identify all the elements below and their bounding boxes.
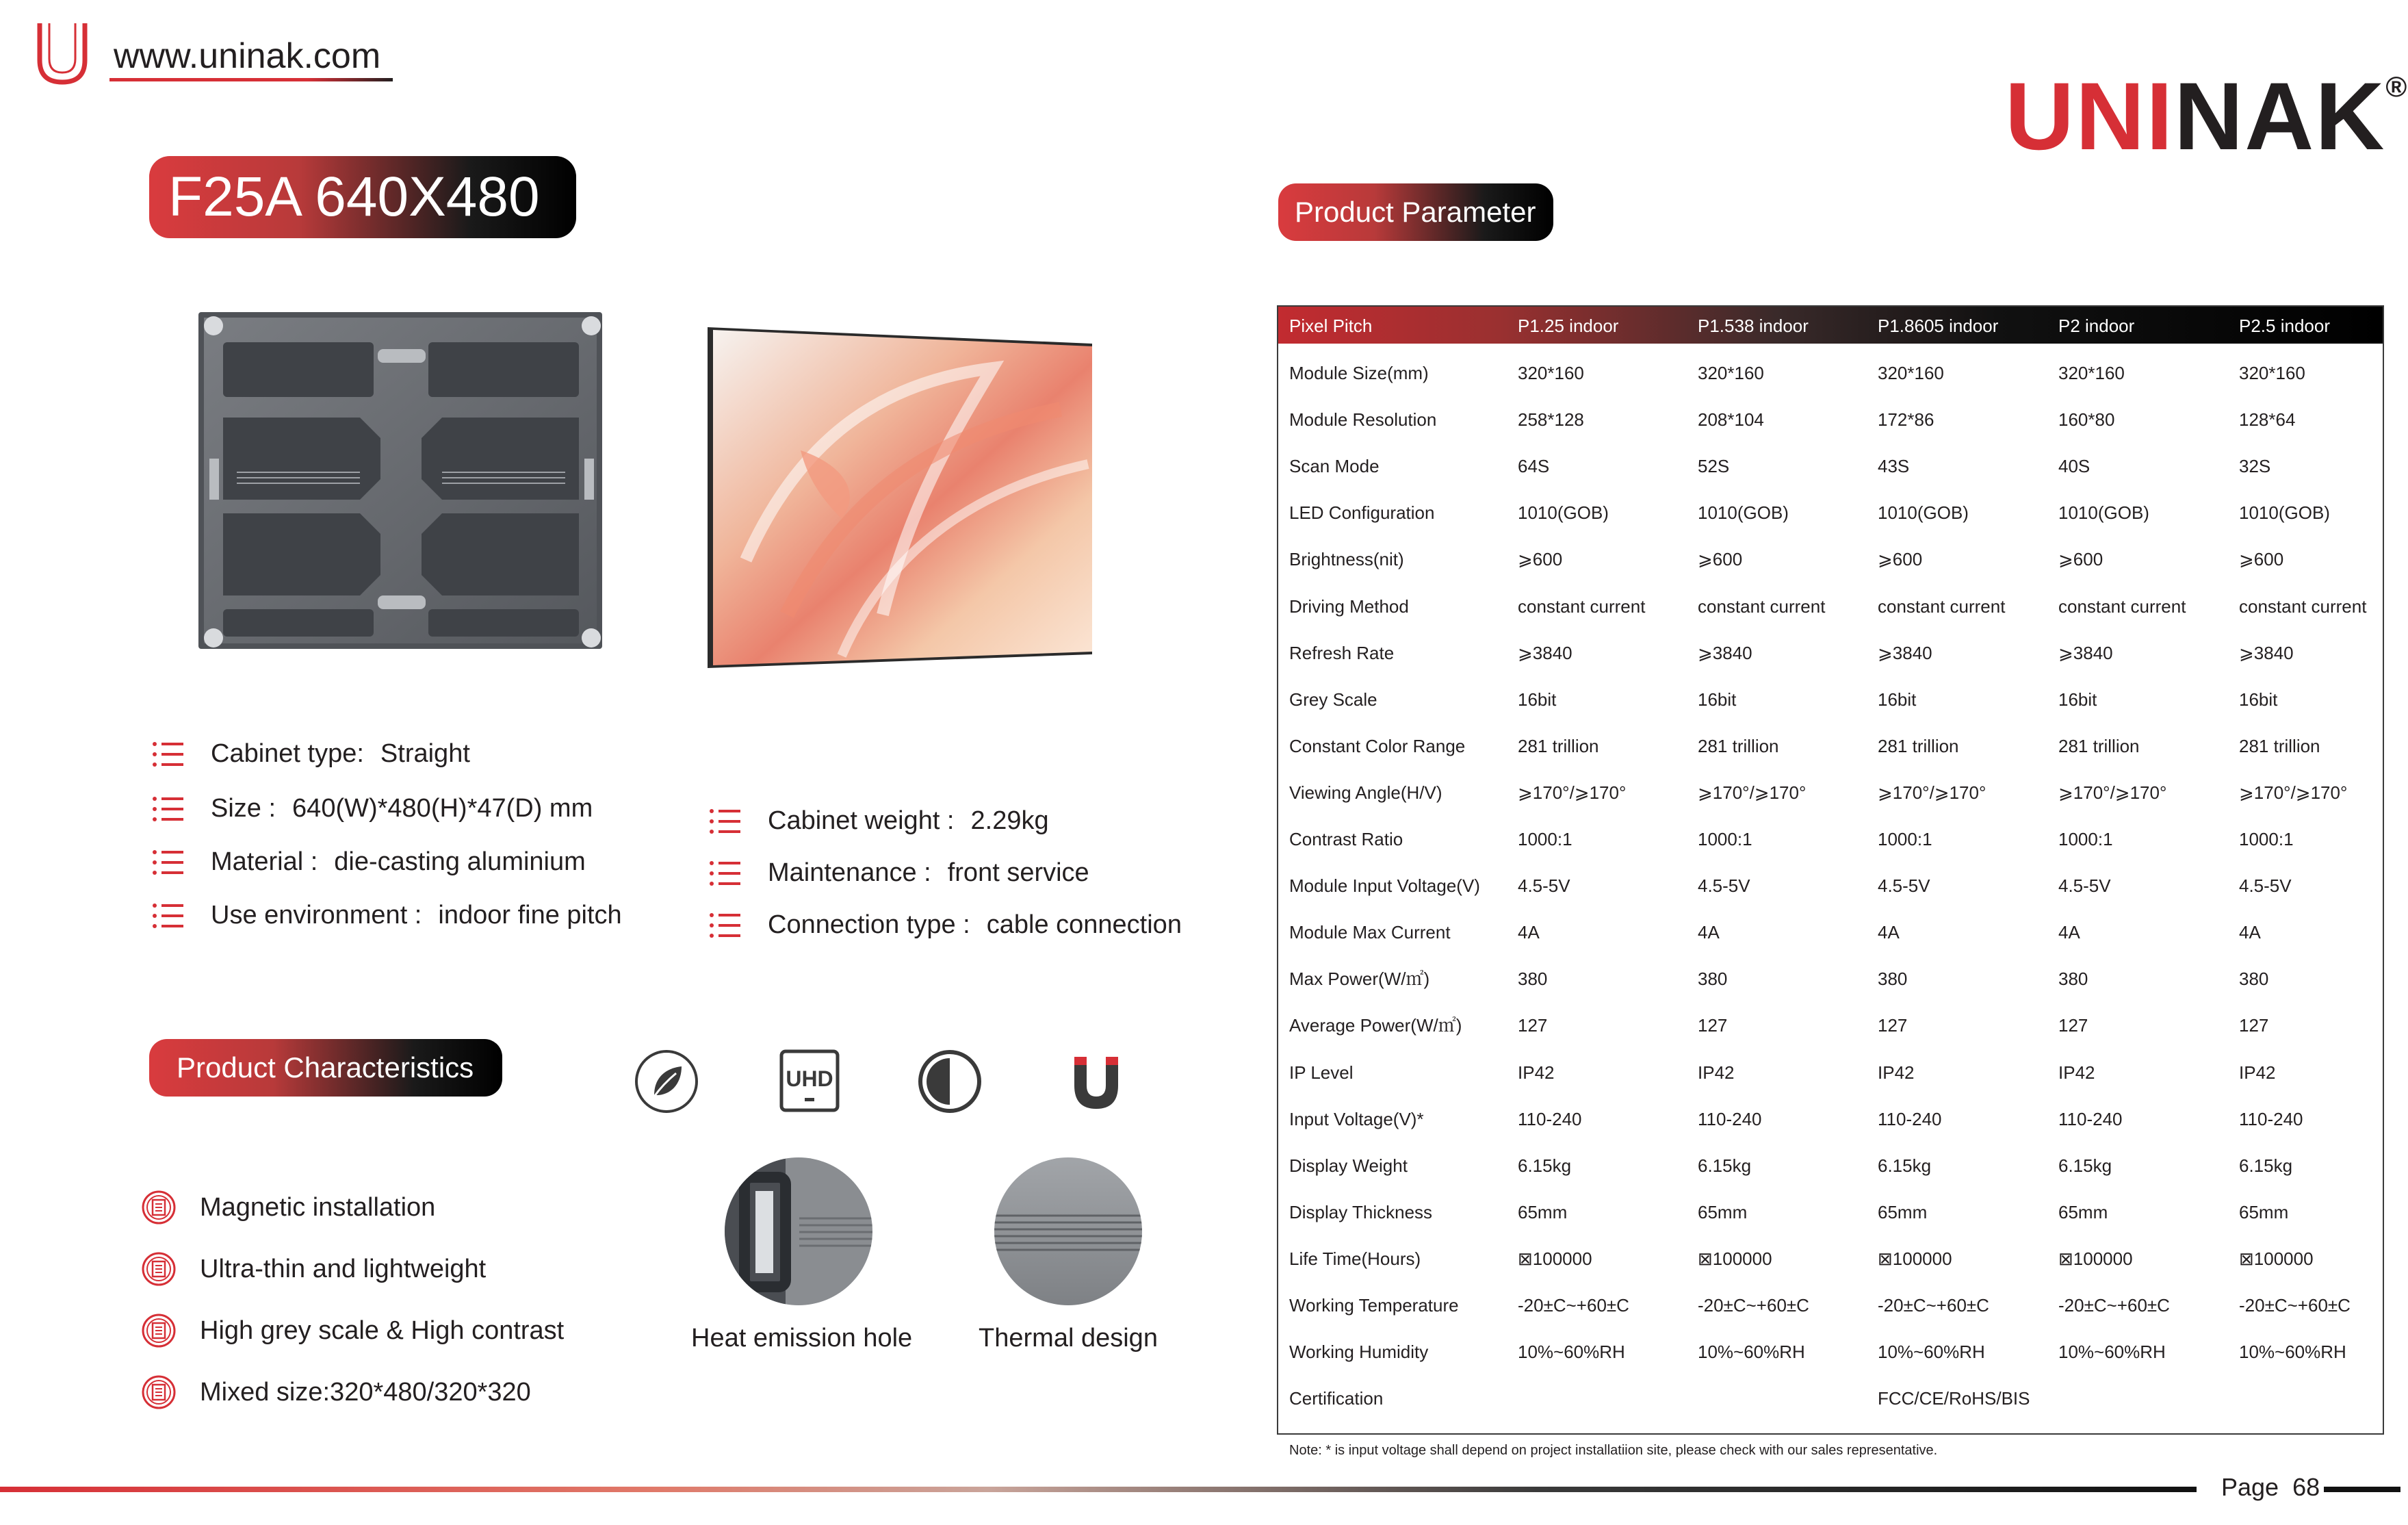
table-cell: 1000:1 [2058,829,2113,849]
table-cell: ⩾170°/⩾170° [1878,782,1986,803]
table-cell: 10%~60%RH [2058,1342,2166,1363]
table-header-cell: Pixel Pitch [1289,316,1373,336]
footer-line [0,1487,2197,1492]
table-cell: 16bit [1878,689,1917,710]
table-cell: 320*160 [2239,363,2305,383]
cabinet-back-image [196,308,609,656]
feature-icon [141,1374,177,1410]
spec-value: Straight [380,739,470,768]
feature-icon [141,1190,177,1225]
table-cell: 127 [1878,1015,1908,1036]
table-cell: 4.5-5V [2239,875,2292,897]
table-cell: 65mm [1698,1201,1748,1222]
table-cell: 10%~60%RH [1878,1342,1985,1363]
table-cell: 110-240 [1878,1108,1942,1129]
table-cell: 65mm [2058,1201,2108,1222]
list-icon [152,902,183,930]
spec-value: die-casting aluminium [334,847,586,876]
spec-size [152,794,593,823]
table-cell: 4.5-5V [1698,875,1750,897]
page-number [2221,1473,2320,1502]
magnet-icon [1069,1054,1124,1112]
table-cell: ⩾3840 [2239,642,2294,663]
table-cell: ⩾600 [2239,549,2284,570]
feature-item [141,1313,564,1348]
table-cell: 281 trillion [1698,735,1779,756]
table-cell: ⩾600 [1518,549,1563,570]
table-cell: 258*128 [1518,409,1584,431]
table-cell: 127 [1518,1015,1548,1036]
parameter-table-header [1278,307,2383,344]
table-row-label: LED Configuration [1289,502,1435,524]
feature-label: Mixed size:320*480/320*320 [200,1377,531,1407]
table-row-label: Module Resolution [1289,409,1437,431]
table-cell: -20±C~+60±C [2239,1295,2351,1316]
feature-icon [141,1251,177,1287]
table-cell: constant current [1518,595,1646,617]
table-cell: 320*160 [1698,363,1764,383]
table-cell: 40S [2058,456,2090,477]
table-cell: 1010(GOB) [2239,502,2330,524]
list-icon [709,860,740,887]
table-row-label: Module Input Voltage(V) [1289,875,1480,897]
table-cell: FCC/CE/RoHS/BIS [1878,1388,2030,1409]
table-cell: 1000:1 [1878,829,1932,849]
table-cell: ⩾600 [1878,549,1923,570]
table-cell: 4A [1518,922,1540,943]
spec-key: Use environment : [211,901,422,930]
table-cell: 6.15kg [1878,1155,1932,1176]
table-cell: 127 [2239,1015,2269,1036]
table-cell: 6.15kg [2239,1155,2293,1176]
table-cell: 4A [2058,922,2080,943]
table-cell: 320*160 [2058,363,2125,383]
table-cell: 16bit [1518,689,1557,710]
feature-label: High grey scale & High contrast [200,1316,565,1345]
table-cell: 16bit [2058,689,2097,710]
list-icon [152,795,183,823]
table-row-label: Working Humidity [1289,1342,1429,1363]
table-cell: -20±C~+60±C [1878,1295,1989,1316]
page-label: Page [2221,1473,2279,1501]
spec-key: Maintenance : [768,858,931,887]
parameter-table [1277,305,2384,1435]
cabinet-front-image [705,327,1095,668]
table-cell: 10%~60%RH [1518,1342,1625,1363]
table-cell: 320*160 [1518,363,1584,383]
page-number-value: 68 [2292,1473,2320,1501]
table-cell: 127 [2058,1015,2088,1036]
list-icon [709,912,740,939]
u-logo-icon [34,21,90,86]
website-underline [109,78,393,81]
spec-key: Material : [211,847,318,876]
table-cell: ⊠100000 [2058,1248,2133,1269]
brand-logo [2005,62,2408,170]
table-cell: ⩾170°/⩾170° [2058,782,2167,803]
spec-value: indoor fine pitch [438,901,622,930]
table-row-label: Input Voltage(V)* [1289,1108,1424,1129]
table-row-label: Module Size(mm) [1289,363,1429,383]
characteristics-title: Product Characteristics [149,1039,502,1097]
footer-line-end [2324,1487,2400,1492]
list-icon [152,741,183,768]
table-cell: 380 [1518,969,1548,990]
spec-key: Cabinet type: [211,739,364,768]
table-row-label: IP Level [1289,1062,1354,1083]
table-row-label: Brightness(nit) [1289,549,1404,570]
feature-item [141,1190,435,1225]
table-cell: ⊠100000 [1698,1248,1772,1269]
table-cell: 380 [2058,969,2088,990]
table-cell: 1000:1 [2239,829,2294,849]
product-title: F25A 640X480 [149,156,576,238]
table-cell: 16bit [1698,689,1737,710]
contrast-icon [917,1049,983,1114]
table-cell: ⩾600 [1698,549,1743,570]
table-cell: 1000:1 [1518,829,1572,849]
table-row-label: Grey Scale [1289,689,1377,710]
table-header-cell: P1.25 indoor [1518,316,1619,336]
registered-mark: ® [2385,71,2408,103]
table-cell: 65mm [1518,1201,1568,1222]
table-cell: ⩾170°/⩾170° [1518,782,1627,803]
heat-emission-image [724,1157,873,1306]
table-cell: 127 [1698,1015,1728,1036]
list-icon [709,808,740,835]
table-cell: constant current [1878,595,2006,617]
spec-value: 2.29kg [970,806,1049,835]
table-cell: 32S [2239,456,2271,477]
table-cell: 4.5-5V [1518,875,1570,897]
table-header-cell: P2.5 indoor [2239,316,2330,336]
table-header-cell: P1.538 indoor [1698,316,1809,336]
feature-icon [141,1313,177,1348]
spec-value: cable connection [986,910,1182,939]
uhd-icon-label: UHD [786,1066,833,1091]
table-row-label: Average Power(W/㎡) [1289,1015,1462,1036]
table-cell: 1010(GOB) [1518,502,1609,524]
table-cell: -20±C~+60±C [1698,1295,1809,1316]
table-row-label: Scan Mode [1289,456,1380,477]
table-cell: -20±C~+60±C [2058,1295,2170,1316]
table-cell: IP42 [1518,1062,1555,1083]
table-cell: 281 trillion [1878,735,1959,756]
spec-material [152,847,586,877]
feature-item [141,1374,531,1410]
heat-emission-caption: Heat emission hole [691,1324,913,1353]
feature-item [141,1251,486,1287]
table-cell: IP42 [2239,1062,2276,1083]
website-url[interactable]: www.uninak.com [114,36,381,76]
table-cell: 1000:1 [1698,829,1752,849]
leaf-eco-icon [634,1049,699,1114]
table-cell: 380 [1878,969,1908,990]
table-cell: 4A [1698,922,1720,943]
table-cell: 208*104 [1698,409,1764,431]
table-row-label: Constant Color Range [1289,735,1466,756]
table-row-label: Life Time(Hours) [1289,1248,1421,1269]
table-row-label: Module Max Current [1289,922,1451,943]
table-cell: 65mm [2239,1201,2289,1222]
table-cell: constant current [2239,595,2367,617]
table-cell: 172*86 [1878,409,1934,431]
table-cell: 16bit [2239,689,2278,710]
feature-label: Ultra-thin and lightweight [200,1254,487,1283]
table-cell: 6.15kg [2058,1155,2112,1176]
thermal-design-image [994,1157,1143,1306]
table-cell: ⩾3840 [2058,642,2113,663]
table-cell: 110-240 [2239,1108,2303,1129]
table-cell: 4.5-5V [2058,875,2111,897]
table-cell: ⊠100000 [1878,1248,1952,1269]
table-cell: ⩾3840 [1878,642,1932,663]
spec-use-environment [152,901,622,930]
table-cell: IP42 [2058,1062,2095,1083]
table-cell: 281 trillion [1518,735,1599,756]
table-cell: 6.15kg [1518,1155,1572,1176]
table-cell: IP42 [1878,1062,1915,1083]
spec-cabinet-type [152,739,470,769]
table-cell: 281 trillion [2239,735,2320,756]
table-row-label: Refresh Rate [1289,642,1395,663]
brand-suffix: NAK [2174,62,2386,170]
table-cell: IP42 [1698,1062,1735,1083]
table-cell: constant current [2058,595,2186,617]
brand-prefix: UNI [2005,62,2175,170]
table-row-label: Certification [1289,1388,1384,1409]
table-row-label: Viewing Angle(H/V) [1289,782,1442,803]
spec-connection-type [709,910,1182,940]
table-cell: ⩾170°/⩾170° [2239,782,2348,803]
table-cell: 10%~60%RH [1698,1342,1805,1363]
table-cell: 65mm [1878,1201,1928,1222]
table-header-cell: P2 indoor [2058,316,2135,336]
table-cell: 1010(GOB) [2058,502,2149,524]
table-row-label: Driving Method [1289,595,1409,617]
table-cell: ⊠100000 [2239,1248,2314,1269]
table-header-cell: P1.8605 indoor [1878,316,1999,336]
table-cell: 64S [1518,456,1550,477]
table-cell: ⩾3840 [1518,642,1572,663]
table-cell: constant current [1698,595,1826,617]
spec-key: Size : [211,794,276,823]
spec-cabinet-weight [709,806,1049,836]
table-cell: 320*160 [1878,363,1944,383]
spec-maintenance [709,858,1089,888]
list-icon [152,849,183,876]
table-cell: ⩾170°/⩾170° [1698,782,1807,803]
spec-value: front service [947,858,1089,887]
feature-label: Magnetic installation [200,1192,436,1222]
table-cell: 4A [1878,922,1900,943]
table-cell: -20±C~+60±C [1518,1295,1629,1316]
table-cell: 52S [1698,456,1730,477]
table-cell: 10%~60%RH [2239,1342,2346,1363]
table-note: Note: * is input voltage shall depend on project installatiion site, please check with our sales representative. [1289,1443,1938,1458]
table-cell: 1010(GOB) [1698,502,1789,524]
table-cell: ⩾3840 [1698,642,1752,663]
table-cell: 110-240 [2058,1108,2123,1129]
table-row-label: Contrast Ratio [1289,829,1403,849]
table-cell: 380 [2239,969,2269,990]
table-cell: 6.15kg [1698,1155,1752,1176]
table-cell: ⩾600 [2058,549,2103,570]
table-row-label: Display Thickness [1289,1201,1433,1222]
table-cell: ⊠100000 [1518,1248,1592,1269]
parameter-title: Product Parameter [1278,183,1553,241]
table-cell: 4A [2239,922,2261,943]
table-row-label: Max Power(W/㎡) [1289,969,1430,990]
table-cell: 1010(GOB) [1878,502,1969,524]
table-cell: 110-240 [1698,1108,1762,1129]
table-cell: 380 [1698,969,1728,990]
table-row-label: Working Temperature [1289,1295,1459,1316]
spec-value: 640(W)*480(H)*47(D) mm [292,794,593,823]
thermal-design-caption: Thermal design [979,1324,1158,1353]
table-cell: 110-240 [1518,1108,1582,1129]
table-cell: 43S [1878,456,1910,477]
table-cell: 128*64 [2239,409,2296,431]
table-cell: 4.5-5V [1878,875,1930,897]
spec-key: Connection type : [768,910,970,939]
spec-key: Cabinet weight : [768,806,955,835]
table-row-label: Display Weight [1289,1155,1408,1176]
table-cell: 281 trillion [2058,735,2140,756]
table-cell: 160*80 [2058,409,2115,431]
